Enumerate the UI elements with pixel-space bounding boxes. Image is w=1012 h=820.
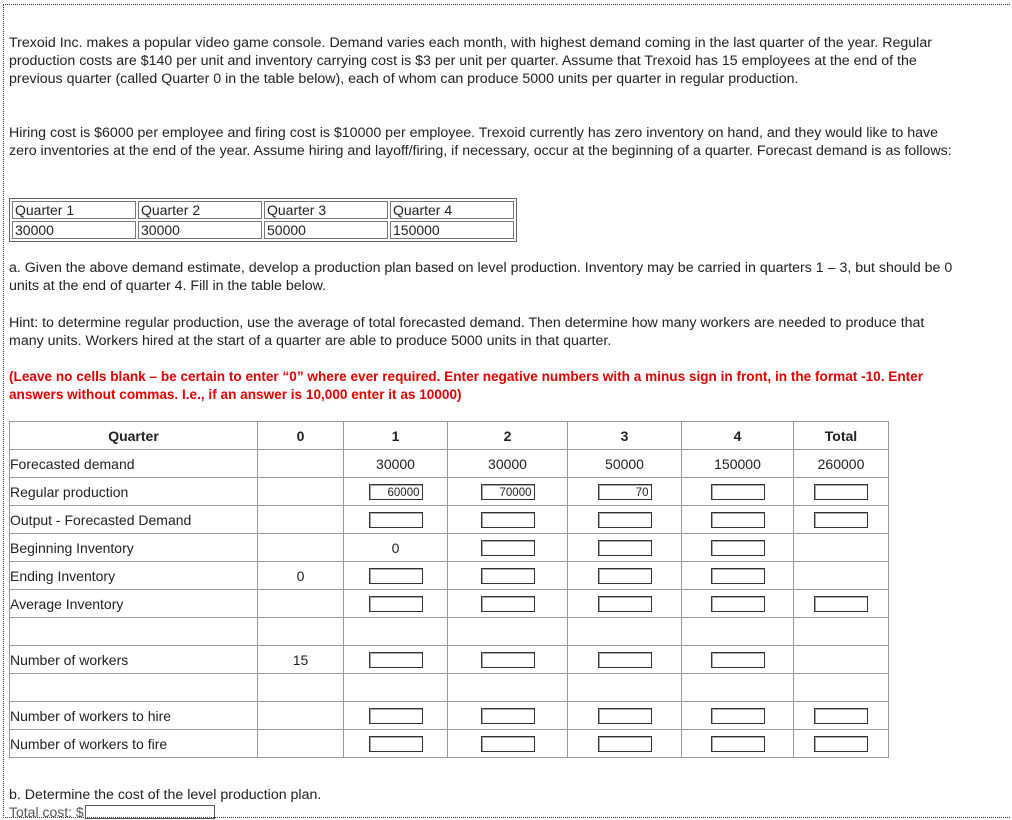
intro-paragraph-1: Trexoid Inc. makes a popular video game console. Demand varies each month, with highest demand coming in the last quarter of the year. Regular production costs are $140 per unit and inventory carrying cost is $3 per unit per quarter. Assume that Trexoid has 15 employees at the end of the previous quarter (called Quarter 0 in the table below), each of whom can produce 5000 units per quarter in regular production.: [9, 35, 932, 87]
regular-production-q2-input[interactable]: 70000: [481, 484, 535, 500]
ending-inventory-q2-input[interactable]: [481, 568, 535, 584]
ending-inventory-q4-input[interactable]: [711, 568, 765, 584]
row-label: Regular production: [10, 478, 258, 506]
row-label: Average Inventory: [10, 590, 258, 618]
row-label: Beginning Inventory: [10, 534, 258, 562]
forecast-header-q1: Quarter 1: [12, 201, 136, 219]
average-inventory-q3-input[interactable]: [598, 596, 652, 612]
spacer-row: [10, 618, 889, 646]
forecast-q4: 150000: [682, 450, 794, 478]
beginning-inventory-q3-input[interactable]: [598, 540, 652, 556]
row-label: Number of workers: [10, 646, 258, 674]
intro-paragraph-2: Hiring cost is $6000 per employee and firing cost is $10000 per employee. Trexoid currently has zero inventory on hand, and they would like to have zero inventories at the end of the year. Assume hiring and layoff/firing, if necessary, occur at the beginning of a quarter. Forecast demand is as follows:: [9, 125, 952, 159]
forecast-q1: 30000: [344, 450, 448, 478]
row-label: Number of workers to fire: [10, 730, 258, 758]
total-cost-input[interactable]: [85, 805, 215, 819]
production-plan-table: [9, 421, 889, 758]
forecast-header-q2: Quarter 2: [138, 201, 262, 219]
hire-total-input[interactable]: [814, 708, 868, 724]
part-a-text: a. Given the above demand estimate, develop a production plan based on level production. Inventory may be carried in quarters 1 – 3, but should be 0 units at the end of quarter 4. Fill in the table below.: [9, 260, 953, 294]
beginning-inventory-q4-input[interactable]: [711, 540, 765, 556]
regular-production-q1-input[interactable]: 60000: [369, 484, 423, 500]
regular-production-total-input[interactable]: [814, 484, 868, 500]
hire-q3-input[interactable]: [598, 708, 652, 724]
total-cost-row: [9, 805, 215, 819]
fire-q3-input[interactable]: [598, 736, 652, 752]
output-minus-demand-q3-input[interactable]: [598, 512, 652, 528]
header-q1: 1: [344, 422, 448, 450]
fire-q4-input[interactable]: [711, 736, 765, 752]
row-label: Output - Forecasted Demand: [10, 506, 258, 534]
row-label: Forecasted demand: [10, 450, 258, 478]
beginning-inventory-q1: 0: [344, 534, 448, 562]
forecast-table: [9, 198, 517, 242]
forecast-value-q1: 30000: [12, 221, 136, 239]
forecast-header-q3: Quarter 3: [264, 201, 388, 219]
regular-production-q4-input[interactable]: [711, 484, 765, 500]
hire-q2-input[interactable]: [481, 708, 535, 724]
beginning-inventory-q2-input[interactable]: [481, 540, 535, 556]
row-workers-to-hire: [10, 702, 889, 730]
row-regular-production: [10, 478, 889, 506]
workers-q2-input[interactable]: [481, 652, 535, 668]
workers-q0: 15: [258, 646, 344, 674]
row-label: Number of workers to hire: [10, 702, 258, 730]
row-average-inventory: [10, 590, 889, 618]
average-inventory-q2-input[interactable]: [481, 596, 535, 612]
forecast-header-q4: Quarter 4: [390, 201, 514, 219]
forecast-value-q3: 50000: [264, 221, 388, 239]
row-ending-inventory: [10, 562, 889, 590]
hire-q4-input[interactable]: [711, 708, 765, 724]
fire-q2-input[interactable]: [481, 736, 535, 752]
header-q0: 0: [258, 422, 344, 450]
output-minus-demand-total-input[interactable]: [814, 512, 868, 528]
workers-q3-input[interactable]: [598, 652, 652, 668]
ending-inventory-q3-input[interactable]: [598, 568, 652, 584]
workers-q4-input[interactable]: [711, 652, 765, 668]
hire-q1-input[interactable]: [369, 708, 423, 724]
row-beginning-inventory: [10, 534, 889, 562]
row-forecasted-demand: [10, 450, 889, 478]
part-b-text: b. Determine the cost of the level production plan.: [9, 787, 322, 803]
regular-production-q3-input[interactable]: 70: [598, 484, 652, 500]
header-total: Total: [794, 422, 889, 450]
average-inventory-q1-input[interactable]: [369, 596, 423, 612]
ending-inventory-q1-input[interactable]: [369, 568, 423, 584]
forecast-value-q4: 150000: [390, 221, 514, 239]
fire-q1-input[interactable]: [369, 736, 423, 752]
row-workers-to-fire: [10, 730, 889, 758]
average-inventory-total-input[interactable]: [814, 596, 868, 612]
forecast-value-q2: 30000: [138, 221, 262, 239]
ending-inventory-q0: 0: [258, 562, 344, 590]
output-minus-demand-q1-input[interactable]: [369, 512, 423, 528]
fire-total-input[interactable]: [814, 736, 868, 752]
total-cost-label: Total cost: $: [9, 804, 84, 820]
hint-text: Hint: to determine regular production, use the average of total forecasted demand. Then determine how many workers are needed to produce that many units. Workers hired at the start of a quarter are able to produce 5000 units in that quarter.: [9, 315, 925, 349]
row-output-minus-demand: [10, 506, 889, 534]
forecast-q3: 50000: [568, 450, 682, 478]
header-quarter: Quarter: [10, 422, 258, 450]
header-q4: 4: [682, 422, 794, 450]
row-number-of-workers: [10, 646, 889, 674]
output-minus-demand-q4-input[interactable]: [711, 512, 765, 528]
forecast-total: 260000: [794, 450, 889, 478]
forecast-q2: 30000: [448, 450, 568, 478]
instruction-text: (Leave no cells blank – be certain to enter “0” where ever required. Enter negative numbers with a minus sign in front, in the format -10. Enter answers without commas. I.e., if an answer is 10,000 enter it as 10000): [9, 369, 924, 402]
row-label: Ending Inventory: [10, 562, 258, 590]
header-q3: 3: [568, 422, 682, 450]
spacer-row: [10, 674, 889, 702]
output-minus-demand-q2-input[interactable]: [481, 512, 535, 528]
average-inventory-q4-input[interactable]: [711, 596, 765, 612]
workers-q1-input[interactable]: [369, 652, 423, 668]
header-q2: 2: [448, 422, 568, 450]
